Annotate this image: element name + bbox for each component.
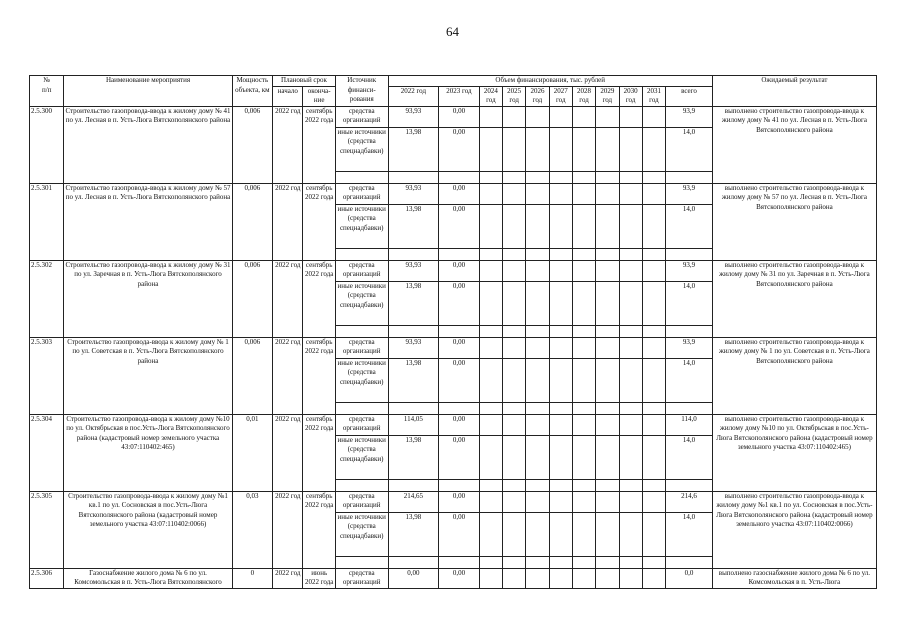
empty-year-cell [572, 337, 595, 358]
empty-year-cell [526, 358, 549, 402]
empty-cell [439, 248, 480, 260]
empty-cell [439, 402, 480, 414]
header-year-2026: 2026 год [526, 86, 549, 106]
empty-year-cell [596, 204, 619, 248]
source-2-total: 14,0 [666, 127, 713, 171]
source-2-total: 14,0 [666, 512, 713, 556]
empty-year-cell [619, 337, 642, 358]
empty-cell [479, 171, 502, 183]
empty-year-cell [642, 358, 665, 402]
source-2-2023: 0,00 [439, 204, 480, 248]
empty-year-cell [572, 491, 595, 512]
header-capacity: Мощность объекта, км [232, 76, 273, 107]
empty-cell [479, 556, 502, 568]
source-1-2023: 0,00 [439, 414, 480, 435]
empty-year-cell [503, 260, 526, 281]
empty-year-cell [619, 106, 642, 127]
empty-year-cell [596, 281, 619, 325]
source-1-total: 114,0 [666, 414, 713, 435]
empty-cell [549, 248, 572, 260]
empty-cell [666, 325, 713, 337]
page-number: 64 [446, 24, 459, 39]
empty-cell [596, 171, 619, 183]
source-1: средства организаций [335, 491, 388, 512]
empty-cell [503, 171, 526, 183]
empty-year-cell [596, 337, 619, 358]
empty-year-cell [642, 127, 665, 171]
empty-year-cell [619, 127, 642, 171]
header-year-2024: 2024 год [479, 86, 502, 106]
empty-year-cell [479, 106, 502, 127]
empty-cell [503, 556, 526, 568]
row-name: Газоснабжение жилого дома № 6 по ул. Комсомольская в п. Усть-Люга Вятскополянского [64, 568, 232, 588]
empty-year-cell [549, 358, 572, 402]
empty-year-cell [479, 491, 502, 512]
empty-cell [619, 171, 642, 183]
empty-cell [596, 402, 619, 414]
empty-year-cell [479, 512, 502, 556]
empty-cell [335, 248, 388, 260]
empty-year-cell [596, 435, 619, 479]
empty-cell [619, 402, 642, 414]
row-end: июнь 2022 года [304, 568, 334, 586]
empty-year-cell [619, 435, 642, 479]
source-1-total: 93,9 [666, 106, 713, 127]
empty-cell [642, 556, 665, 568]
header-volume: Объем финансирования, тыс. рублей [388, 76, 712, 87]
empty-year-cell [503, 127, 526, 171]
empty-year-cell [549, 512, 572, 556]
source-2: иные источники (средства спецнадбавки) [335, 435, 388, 479]
empty-year-cell [619, 512, 642, 556]
empty-year-cell [479, 358, 502, 402]
empty-cell [388, 325, 439, 337]
empty-cell [503, 248, 526, 260]
row-end: сентябрь 2022 года [303, 414, 335, 491]
header-year-2023: 2023 год [439, 86, 480, 106]
row-capacity: 0,006 [232, 260, 273, 337]
empty-cell [619, 248, 642, 260]
empty-cell [388, 479, 439, 491]
empty-cell [526, 325, 549, 337]
empty-cell [572, 556, 595, 568]
row-result: выполнено строительство газопровода-ввода к жилому дому № 31 по ул. Заречная в п. Усть-Люга Вятскополянского района [712, 260, 876, 337]
source-1: средства организаций [335, 337, 388, 358]
empty-year-cell [619, 204, 642, 248]
empty-cell [388, 402, 439, 414]
empty-cell [619, 479, 642, 491]
empty-year-cell [503, 568, 526, 588]
empty-year-cell [642, 491, 665, 512]
empty-year-cell [572, 414, 595, 435]
empty-cell [549, 171, 572, 183]
row-start: 2022 год [273, 568, 303, 588]
empty-cell [596, 325, 619, 337]
source-1: средства организаций [335, 183, 388, 204]
empty-cell [572, 248, 595, 260]
source-2-2023: 0,00 [439, 127, 480, 171]
row-number: 2.5.302 [30, 260, 64, 337]
empty-year-cell [572, 512, 595, 556]
empty-year-cell [619, 358, 642, 402]
empty-year-cell [526, 568, 549, 588]
source-2: иные источники (средства спецнадбавки) [335, 281, 388, 325]
empty-cell [642, 479, 665, 491]
row-end: сентябрь 2022 года [303, 106, 335, 183]
header-year-2025: 2025 год [503, 86, 526, 106]
empty-cell [642, 248, 665, 260]
empty-year-cell [479, 204, 502, 248]
empty-year-cell [503, 512, 526, 556]
table-row [30, 106, 877, 127]
row-result: выполнено строительство газопровода-ввода к жилому дому № 57 по ул. Лесная в п. Усть-Люга Вятскополянского района [712, 183, 876, 260]
empty-cell [666, 479, 713, 491]
empty-year-cell [549, 183, 572, 204]
empty-cell [335, 556, 388, 568]
source-1-total: 93,9 [666, 260, 713, 281]
empty-cell [596, 556, 619, 568]
empty-cell [335, 325, 388, 337]
empty-cell [335, 479, 388, 491]
header-year-2028: 2028 год [572, 86, 595, 106]
header-term: Плановый срок [273, 76, 336, 87]
table-row [30, 183, 877, 204]
header-total: всего [666, 86, 713, 106]
empty-year-cell [596, 491, 619, 512]
empty-year-cell [572, 183, 595, 204]
source-2-2023: 0,00 [439, 512, 480, 556]
empty-year-cell [526, 337, 549, 358]
empty-cell [439, 171, 480, 183]
row-result: выполнено строительство газопровода-ввода к жилому дому № 1 по ул. Советская в п. Усть-Люга Вятскополянского района [712, 337, 876, 414]
row-start: 2022 год [273, 106, 303, 183]
row-capacity: 0,006 [232, 337, 273, 414]
row-capacity: 0,01 [232, 414, 273, 491]
header-num: № п/п [30, 76, 64, 107]
empty-cell [549, 556, 572, 568]
empty-cell [572, 402, 595, 414]
empty-year-cell [503, 491, 526, 512]
empty-year-cell [572, 568, 595, 588]
empty-year-cell [503, 106, 526, 127]
empty-cell [642, 402, 665, 414]
empty-cell [335, 402, 388, 414]
row-capacity: 0,006 [232, 106, 273, 183]
empty-year-cell [549, 281, 572, 325]
empty-year-cell [479, 435, 502, 479]
empty-cell [479, 402, 502, 414]
source-2-total: 14,0 [666, 204, 713, 248]
source-2: иные источники (средства спецнадбавки) [335, 204, 388, 248]
source-1-2022: 214,65 [388, 491, 439, 512]
header-year-2031: 2031 год [642, 86, 665, 106]
empty-cell [666, 248, 713, 260]
empty-year-cell [479, 414, 502, 435]
empty-cell [572, 325, 595, 337]
empty-year-cell [503, 358, 526, 402]
empty-year-cell [596, 260, 619, 281]
header-year-2027: 2027 год [549, 86, 572, 106]
empty-year-cell [596, 512, 619, 556]
row-name: Строительство газопровода-ввода к жилому дому № 57 по ул. Лесная в п. Усть-Люга Вятскополянского района [64, 183, 232, 260]
source-2-total: 14,0 [666, 281, 713, 325]
empty-cell [388, 248, 439, 260]
source-1-total: 0,0 [666, 568, 713, 588]
source-2-total: 14,0 [666, 435, 713, 479]
header-year-2029: 2029 год [596, 86, 619, 106]
empty-cell [503, 325, 526, 337]
empty-year-cell [619, 491, 642, 512]
source-1: средства организаций [335, 106, 388, 127]
empty-year-cell [596, 414, 619, 435]
source-2: иные источники (средства спецнадбавки) [335, 127, 388, 171]
empty-year-cell [526, 491, 549, 512]
empty-year-cell [642, 512, 665, 556]
row-start: 2022 год [273, 183, 303, 260]
empty-year-cell [526, 435, 549, 479]
source-2-2022: 13,98 [388, 281, 439, 325]
empty-cell [526, 556, 549, 568]
source-2-2022: 13,98 [388, 512, 439, 556]
empty-cell [526, 479, 549, 491]
row-number: 2.5.304 [30, 414, 64, 491]
source-2-2023: 0,00 [439, 435, 480, 479]
empty-year-cell [572, 281, 595, 325]
empty-year-cell [619, 183, 642, 204]
table-row [30, 568, 877, 588]
source-1-2022: 93,93 [388, 183, 439, 204]
empty-year-cell [526, 127, 549, 171]
row-start: 2022 год [273, 260, 303, 337]
empty-year-cell [503, 337, 526, 358]
empty-year-cell [572, 260, 595, 281]
source-1-2022: 93,93 [388, 337, 439, 358]
empty-year-cell [596, 568, 619, 588]
header-result: Ожидаемый результат [712, 76, 876, 107]
source-1-2023: 0,00 [439, 568, 480, 588]
source-2-total: 14,0 [666, 358, 713, 402]
empty-cell [479, 325, 502, 337]
row-number: 2.5.303 [30, 337, 64, 414]
empty-cell [572, 479, 595, 491]
row-result: выполнено строительство газопровода-ввода к жилому дому №10 по ул. Октябрьская в пос.Усть-Люга Вятскополянского района (кадастровый номер земельного участка 43:07:110402:465) [712, 414, 876, 491]
empty-cell [439, 479, 480, 491]
empty-year-cell [642, 106, 665, 127]
empty-cell [526, 402, 549, 414]
row-capacity: 0 [232, 568, 273, 588]
empty-year-cell [549, 491, 572, 512]
row-result: выполнено строительство газопровода-ввода к жилому дому № 41 по ул. Лесная в п. Усть-Люга Вятскополянского района [712, 106, 876, 183]
source-2-2022: 13,98 [388, 435, 439, 479]
source-1-2023: 0,00 [439, 106, 480, 127]
empty-cell [388, 171, 439, 183]
empty-year-cell [549, 204, 572, 248]
empty-year-cell [549, 337, 572, 358]
empty-cell [642, 171, 665, 183]
empty-year-cell [526, 260, 549, 281]
row-number: 2.5.305 [30, 491, 64, 568]
empty-year-cell [596, 127, 619, 171]
row-name: Строительство газопровода-ввода к жилому дому №10 по ул. Октябрьская в пос.Усть-Люга Вятскополянского района (кадастровый номер земельного участка 43:07:110402:465) [64, 414, 232, 491]
empty-year-cell [619, 260, 642, 281]
source-2-2022: 13,98 [388, 127, 439, 171]
source-1-2022: 114,05 [388, 414, 439, 435]
row-number: 2.5.306 [30, 568, 64, 588]
empty-year-cell [549, 260, 572, 281]
empty-year-cell [503, 281, 526, 325]
source-2-2023: 0,00 [439, 281, 480, 325]
empty-cell [503, 479, 526, 491]
source-1-2023: 0,00 [439, 491, 480, 512]
empty-cell [479, 479, 502, 491]
empty-year-cell [479, 183, 502, 204]
empty-year-cell [572, 435, 595, 479]
empty-year-cell [479, 281, 502, 325]
empty-year-cell [596, 183, 619, 204]
source-1: средства организаций [335, 568, 388, 588]
empty-cell [619, 325, 642, 337]
empty-year-cell [549, 568, 572, 588]
source-1-2022: 93,93 [388, 260, 439, 281]
row-name: Строительство газопровода-ввода к жилому дому № 31 по ул. Заречная в п. Усть-Люга Вятскополянского района [64, 260, 232, 337]
empty-year-cell [642, 568, 665, 588]
empty-year-cell [596, 358, 619, 402]
source-1-total: 93,9 [666, 337, 713, 358]
header-source: Источник финанси- рования [335, 76, 388, 107]
financing-table [29, 75, 877, 589]
empty-year-cell [596, 106, 619, 127]
empty-year-cell [572, 204, 595, 248]
source-2: иные источники (средства спецнадбавки) [335, 512, 388, 556]
empty-year-cell [526, 106, 549, 127]
empty-cell [619, 556, 642, 568]
row-number: 2.5.301 [30, 183, 64, 260]
empty-cell [549, 402, 572, 414]
empty-cell [666, 171, 713, 183]
source-1-2023: 0,00 [439, 260, 480, 281]
empty-year-cell [479, 568, 502, 588]
empty-cell [596, 248, 619, 260]
empty-year-cell [526, 414, 549, 435]
header-name: Наименование мероприятия [64, 76, 232, 107]
empty-year-cell [619, 414, 642, 435]
source-1-2023: 0,00 [439, 183, 480, 204]
empty-year-cell [503, 204, 526, 248]
empty-cell [335, 171, 388, 183]
empty-year-cell [642, 414, 665, 435]
empty-cell [479, 248, 502, 260]
empty-year-cell [642, 260, 665, 281]
empty-cell [666, 556, 713, 568]
empty-year-cell [572, 127, 595, 171]
empty-cell [596, 479, 619, 491]
header-year-2030: 2030 год [619, 86, 642, 106]
table-row [30, 491, 877, 512]
empty-year-cell [572, 358, 595, 402]
source-1: средства организаций [335, 260, 388, 281]
source-1-total: 93,9 [666, 183, 713, 204]
row-name: Строительство газопровода-ввода к жилому дому №1 кв.1 по ул. Сосновская в пос.Усть-Люга Вятскополянского района (кадастровый номер земельного участка 43:07:110402:0066) [64, 491, 232, 568]
empty-year-cell [549, 106, 572, 127]
header-year-2022: 2022 год [388, 86, 439, 106]
row-capacity: 0,006 [232, 183, 273, 260]
empty-cell [572, 171, 595, 183]
row-start: 2022 год [273, 337, 303, 414]
empty-cell [549, 325, 572, 337]
empty-cell [439, 556, 480, 568]
empty-year-cell [503, 435, 526, 479]
empty-year-cell [479, 337, 502, 358]
empty-year-cell [526, 281, 549, 325]
empty-year-cell [479, 260, 502, 281]
source-1-2022: 0,00 [388, 568, 439, 588]
empty-cell [388, 556, 439, 568]
empty-year-cell [549, 435, 572, 479]
empty-year-cell [572, 106, 595, 127]
source-1-2023: 0,00 [439, 337, 480, 358]
table-row [30, 260, 877, 281]
empty-cell [549, 479, 572, 491]
source-2-2022: 13,98 [388, 204, 439, 248]
empty-year-cell [642, 183, 665, 204]
empty-cell [439, 325, 480, 337]
empty-year-cell [526, 512, 549, 556]
empty-cell [503, 402, 526, 414]
empty-year-cell [503, 183, 526, 204]
empty-cell [526, 248, 549, 260]
source-2-2022: 13,98 [388, 358, 439, 402]
source-2: иные источники (средства спецнадбавки) [335, 358, 388, 402]
empty-year-cell [479, 127, 502, 171]
empty-year-cell [526, 204, 549, 248]
row-result: выполнено строительство газопровода-ввода к жилому дому №1 кв.1 по ул. Сосновская в пос.Усть-Люга Вятскополянского района (кадастровый номер земельного участка 43:07:110402:0066) [712, 491, 876, 568]
empty-year-cell [526, 183, 549, 204]
header-end: оконча- ние [303, 86, 335, 106]
source-1-2022: 93,93 [388, 106, 439, 127]
empty-year-cell [642, 204, 665, 248]
empty-cell [526, 171, 549, 183]
row-name: Строительство газопровода-ввода к жилому дому № 41 по ул. Лесная в п. Усть-Люга Вятскополянского района [64, 106, 232, 183]
source-1-total: 214,6 [666, 491, 713, 512]
row-start: 2022 год [273, 491, 303, 568]
empty-year-cell [642, 281, 665, 325]
row-end: сентябрь 2022 года [303, 491, 335, 568]
empty-year-cell [503, 414, 526, 435]
row-name: Строительство газопровода-ввода к жилому дому № 1 по ул. Советская в п. Усть-Люга Вятскополянского района [64, 337, 232, 414]
empty-year-cell [619, 568, 642, 588]
empty-year-cell [549, 127, 572, 171]
empty-year-cell [642, 337, 665, 358]
empty-year-cell [642, 435, 665, 479]
row-result: выполнено газоснабжение жилого дома № 6 по ул. Комсомольская в п. Усть-Люга [712, 568, 876, 588]
row-capacity: 0,03 [232, 491, 273, 568]
row-end: сентябрь 2022 года [303, 183, 335, 260]
empty-cell [642, 325, 665, 337]
row-end: сентябрь 2022 года [303, 260, 335, 337]
empty-year-cell [549, 414, 572, 435]
source-1: средства организаций [335, 414, 388, 435]
row-start: 2022 год [273, 414, 303, 491]
row-number: 2.5.300 [30, 106, 64, 183]
row-end: сентябрь 2022 года [303, 337, 335, 414]
header-start: начало [273, 86, 303, 106]
table-row [30, 337, 877, 358]
empty-year-cell [619, 281, 642, 325]
source-2-2023: 0,00 [439, 358, 480, 402]
empty-cell [666, 402, 713, 414]
table-row [30, 414, 877, 435]
